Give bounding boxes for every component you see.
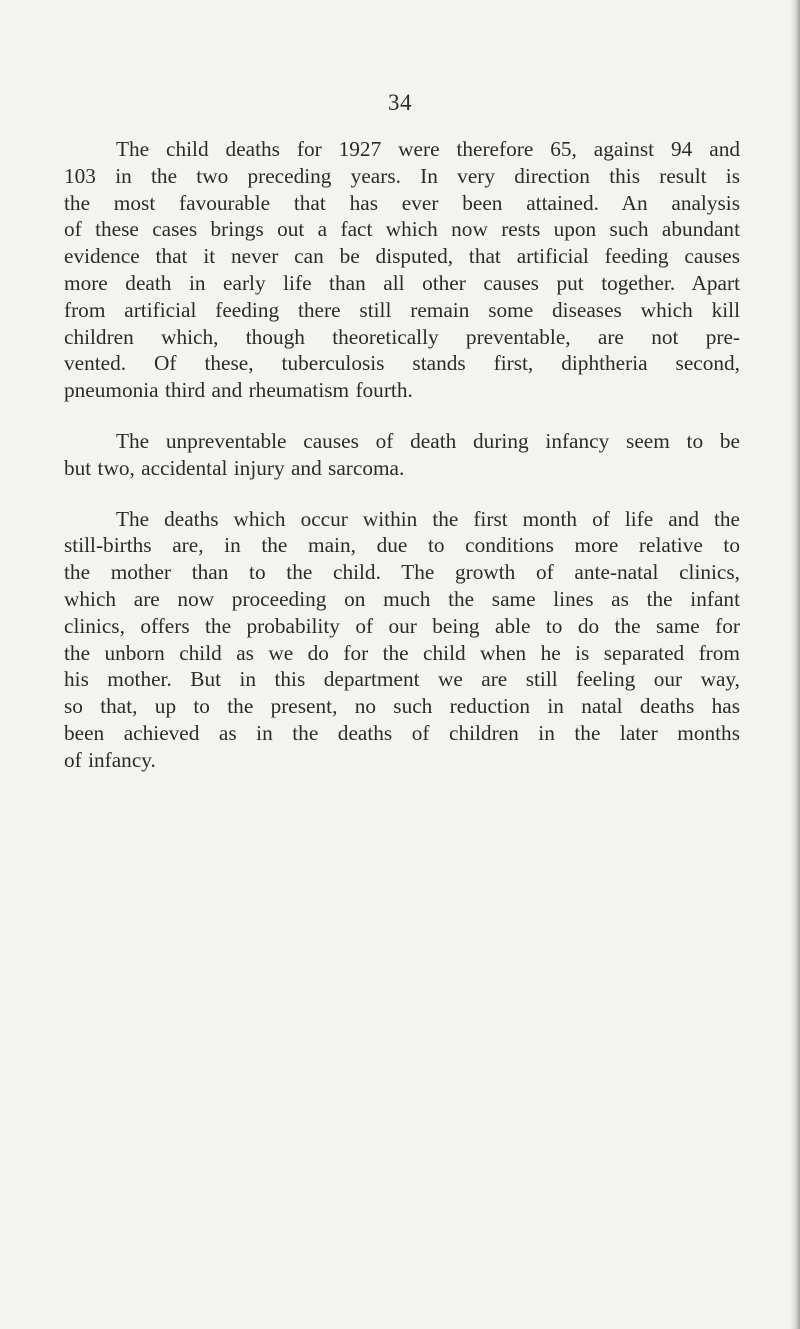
- text-line: The child deaths for 1927 were therefore 65, against 94 and: [116, 137, 740, 161]
- text-line: still-births are, in the main, due to conditions more relative to: [64, 533, 740, 558]
- text-line: the mother than to the child. The growth of ante-natal clinics,: [64, 560, 740, 585]
- text-line: of these cases brings out a fact which now rests upon such abundant: [64, 217, 740, 242]
- text-line: but two, accidental injury and sarcoma.: [64, 455, 405, 480]
- text-line: children which, though theoretically preventable, are not pre-: [64, 324, 740, 349]
- text-line: pneumonia third and rheumatism fourth.: [64, 378, 413, 403]
- paragraph-first-month-deaths: [64, 506, 740, 774]
- text-line: evidence that it never can be disputed, that artificial feeding causes: [64, 244, 740, 269]
- text-line: so that, up to the present, no such reduction in natal deaths has: [64, 694, 740, 719]
- text-line: 103 in the two preceding years. In very direction this result is: [64, 163, 740, 188]
- text-line: the unborn child as we do for the child when he is separated from: [64, 640, 740, 665]
- paragraph-child-deaths: [64, 136, 740, 404]
- text-line: the most favourable that has ever been attained. An analysis: [64, 190, 740, 215]
- text-line: which are now proceeding on much the same lines as the infant: [64, 586, 740, 611]
- text-line: The deaths which occur within the first month of life and the: [116, 506, 740, 531]
- text-line: his mother. But in this department we are still feeling our way,: [64, 667, 740, 692]
- text-line: of infancy.: [64, 747, 156, 772]
- text-line: vented. Of these, tuberculosis stands first, diphtheria second,: [64, 351, 740, 376]
- body-text: [64, 136, 740, 798]
- text-line: from artificial feeding there still remain some diseases which kill: [64, 297, 740, 322]
- text-line: more death in early life than all other causes put together. Apart: [64, 270, 740, 295]
- text-line: clinics, offers the probability of our being able to do the same for: [64, 613, 740, 638]
- paragraph-unpreventable-causes: [64, 428, 740, 482]
- text-line: The unpreventable causes of death during infancy seem to be: [116, 428, 740, 453]
- page-number: 34: [388, 90, 412, 115]
- page-edge-shadow: [790, 0, 800, 1329]
- text-line: been achieved as in the deaths of children in the later months: [64, 720, 740, 745]
